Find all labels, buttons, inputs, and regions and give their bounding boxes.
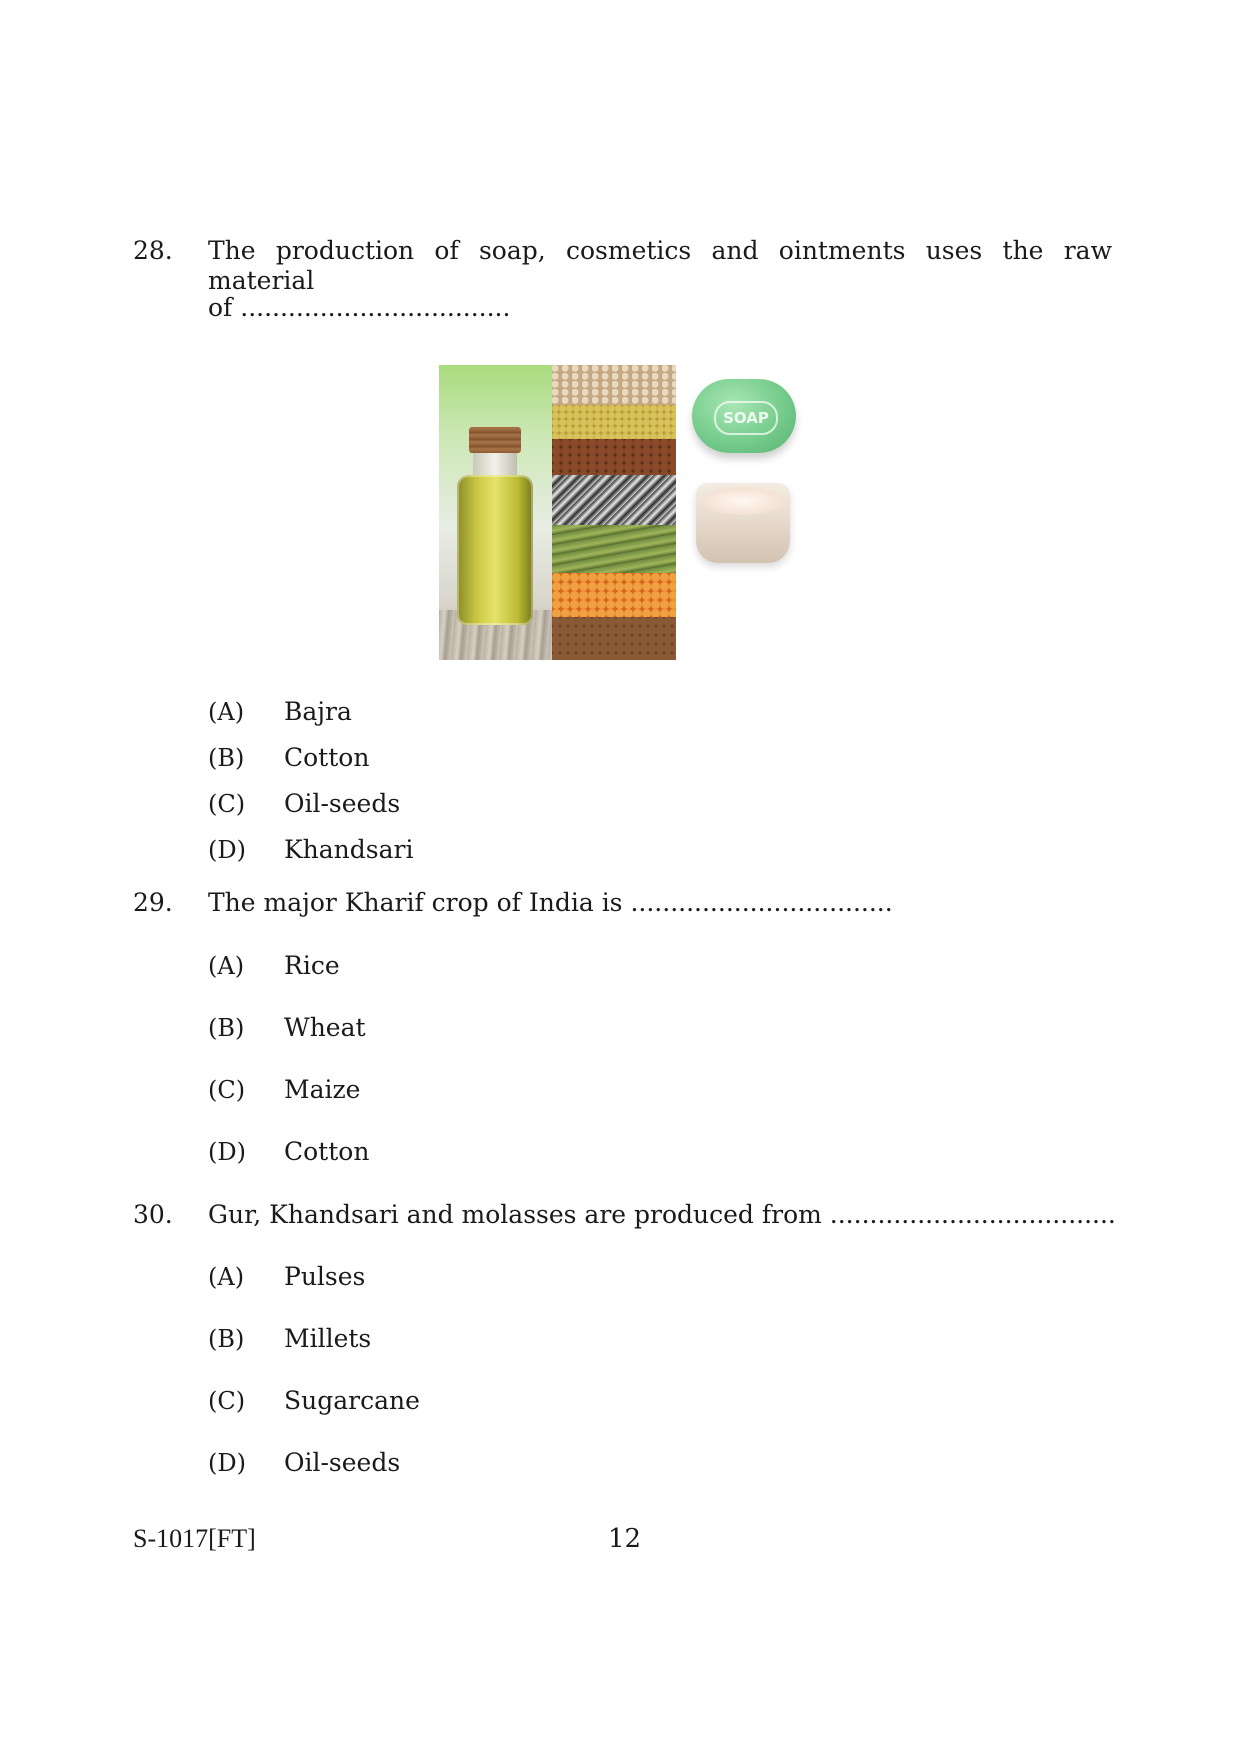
- seed-band: [552, 405, 676, 439]
- q29-option-a-text: Rice: [284, 951, 340, 980]
- q28-option-c-letter: (C): [208, 790, 246, 818]
- seed-band: [552, 573, 676, 617]
- seed-band: [552, 475, 676, 525]
- q29-option-d-text: Cotton: [284, 1137, 370, 1166]
- q29-option-b-text: Wheat: [284, 1013, 366, 1042]
- q30-option-a-text: Pulses: [284, 1262, 366, 1291]
- q29-option-c-letter: (C): [208, 1076, 246, 1104]
- page-number: 12: [608, 1524, 642, 1554]
- soap-label: SOAP: [714, 401, 778, 435]
- q28-option-b-text: Cotton: [284, 743, 370, 772]
- q28-option-a-letter: (A): [208, 698, 245, 726]
- cream-jar: [696, 483, 790, 563]
- q28-option-d-text: Khandsari: [284, 835, 414, 864]
- q30-option-b-letter: (B): [208, 1325, 245, 1353]
- q30-option-d-letter: (D): [208, 1449, 246, 1477]
- seeds-panel: [552, 365, 676, 660]
- q28-option-b-letter: (B): [208, 744, 245, 772]
- cream-top: [702, 487, 784, 515]
- q30-option-a-letter: (A): [208, 1263, 245, 1291]
- q29-option-d-letter: (D): [208, 1138, 246, 1166]
- seed-band: [552, 525, 676, 573]
- oilseeds-illustration: [439, 365, 809, 660]
- seed-band: [552, 365, 676, 405]
- q30-option-b-text: Millets: [284, 1324, 372, 1353]
- oil-bottle-panel: [439, 365, 552, 660]
- q28-option-a-text: Bajra: [284, 697, 352, 726]
- seed-band: [552, 617, 676, 660]
- question-29-number: 29.: [133, 888, 173, 917]
- q30-option-c-letter: (C): [208, 1387, 246, 1415]
- question-28-number: 28.: [133, 236, 173, 265]
- seed-band: [552, 439, 676, 475]
- soap-bar: [692, 379, 796, 453]
- question-29-text: The major Kharif crop of India is .................................: [208, 888, 893, 917]
- oil-bottle: [457, 475, 533, 625]
- question-28-text-line2: of ..................................: [208, 293, 511, 322]
- question-28-text-line1: The production of soap, cosmetics and ointments uses the raw material: [208, 236, 1112, 295]
- q30-option-d-text: Oil-seeds: [284, 1448, 401, 1477]
- q28-option-d-letter: (D): [208, 836, 246, 864]
- q29-option-a-letter: (A): [208, 952, 245, 980]
- q30-option-c-text: Sugarcane: [284, 1386, 420, 1415]
- question-30-text: Gur, Khandsari and molasses are produced from ....................................: [208, 1200, 1116, 1229]
- q28-option-c-text: Oil-seeds: [284, 789, 401, 818]
- question-30-number: 30.: [133, 1200, 173, 1229]
- q29-option-c-text: Maize: [284, 1075, 361, 1104]
- products-panel: [676, 365, 809, 660]
- cork: [469, 427, 521, 453]
- q29-option-b-letter: (B): [208, 1014, 245, 1042]
- paper-code: S-1017[FT]: [133, 1524, 256, 1553]
